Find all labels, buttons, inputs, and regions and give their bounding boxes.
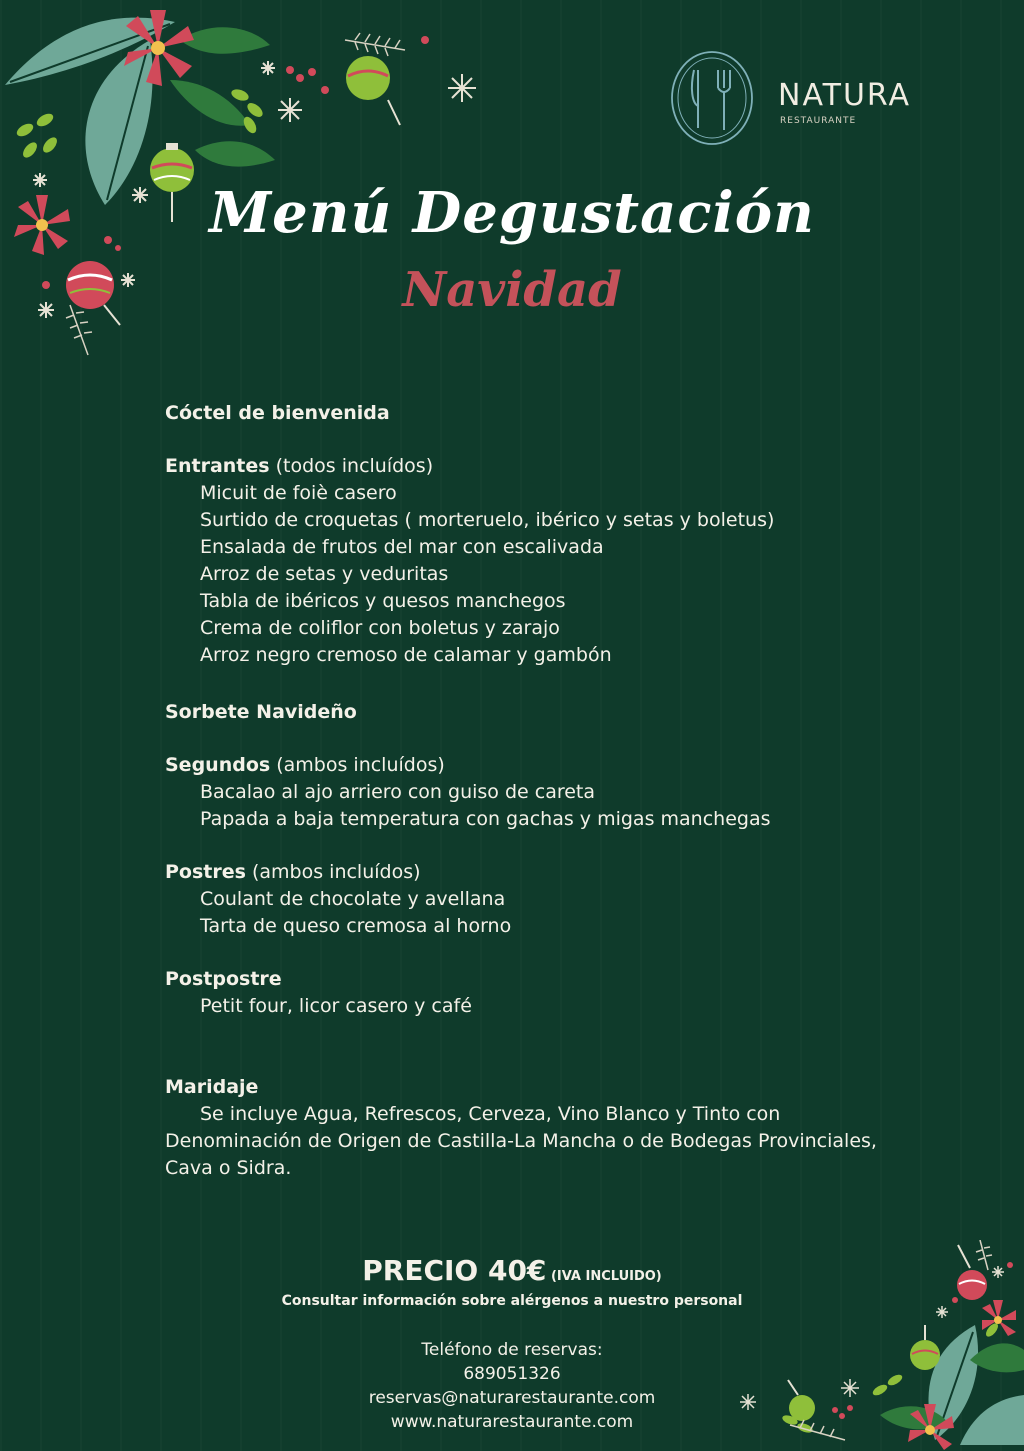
menu-item: Crema de coliflor con boletus y zarajo	[200, 617, 560, 639]
contact-info	[0, 1338, 1024, 1434]
price	[0, 1254, 1024, 1287]
page-subtitle: Navidad	[402, 262, 622, 318]
menu-section-maridaje-heading: Maridaje	[165, 1076, 259, 1098]
palm-leaf-icon	[5, 18, 175, 205]
section-note: (todos incluídos)	[269, 455, 434, 477]
maridaje-line: Se incluye Agua, Refrescos, Cerveza, Vino Blanco y Tinto con	[200, 1103, 781, 1125]
email-link[interactable]: reservas@naturarestaurante.com	[368, 1388, 656, 1408]
menu-item: Surtido de croquetas ( morteruelo, ibérico y setas y boletus)	[200, 509, 775, 531]
menu-item: Micuit de foiè casero	[200, 482, 397, 504]
allergen-note: Consultar información sobre alérgenos a nuestro personal	[281, 1293, 743, 1309]
maridaje-line: Denominación de Origen de Castilla-La Mancha o de Bodegas Provinciales,	[165, 1130, 877, 1152]
restaurant-logo	[668, 48, 948, 148]
menu-item: Coulant de chocolate y avellana	[200, 888, 506, 910]
menu-item: Arroz de setas y veduritas	[200, 563, 449, 585]
phone-number[interactable]: 689051326	[463, 1364, 561, 1384]
menu-section-segundos-heading	[165, 752, 945, 779]
menu-section-entrantes-heading	[165, 453, 945, 480]
phone-label: Teléfono de reservas:	[421, 1340, 603, 1360]
maridaje-line: Cava o Sidra.	[165, 1157, 292, 1179]
section-heading: Segundos	[165, 754, 271, 776]
menu-item: Bacalao al ajo arriero con guiso de careta	[200, 781, 596, 803]
menu-item: Tabla de ibéricos y quesos manchegos	[200, 590, 566, 612]
menu-section-coctel: Cóctel de bienvenida	[165, 402, 390, 424]
menu-content	[165, 400, 945, 1182]
price-amount: PRECIO 40€	[362, 1254, 547, 1287]
holly-icon	[170, 27, 275, 166]
section-heading: Postres	[165, 861, 246, 883]
menu-item: Petit four, licor casero y café	[200, 995, 472, 1017]
fork-knife-plate-icon	[668, 48, 756, 148]
menu-item: Tarta de queso cremosa al horno	[200, 915, 512, 937]
section-note: (ambos incluídos)	[270, 754, 445, 776]
website-link[interactable]: www.naturarestaurante.com	[390, 1412, 634, 1432]
section-note: (ambos incluídos)	[245, 861, 421, 883]
section-heading: Entrantes	[165, 455, 270, 477]
menu-section-postres-heading	[165, 859, 945, 886]
logo-name: NATURA	[778, 78, 912, 113]
page-title: Menú Degustación	[209, 180, 815, 246]
menu-item: Ensalada de frutos del mar con escalivada	[200, 536, 604, 558]
price-note: (IVA INCLUIDO)	[546, 1269, 662, 1284]
menu-item: Arroz negro cremoso de calamar y gambón	[200, 644, 612, 666]
menu-item: Papada a baja temperatura con gachas y migas manchegas	[200, 808, 771, 830]
menu-section-sorbete: Sorbete Navideño	[165, 701, 357, 723]
logo-subtitle: RESTAURANTE	[780, 116, 857, 126]
menu-section-postpostre-heading: Postpostre	[165, 968, 282, 990]
